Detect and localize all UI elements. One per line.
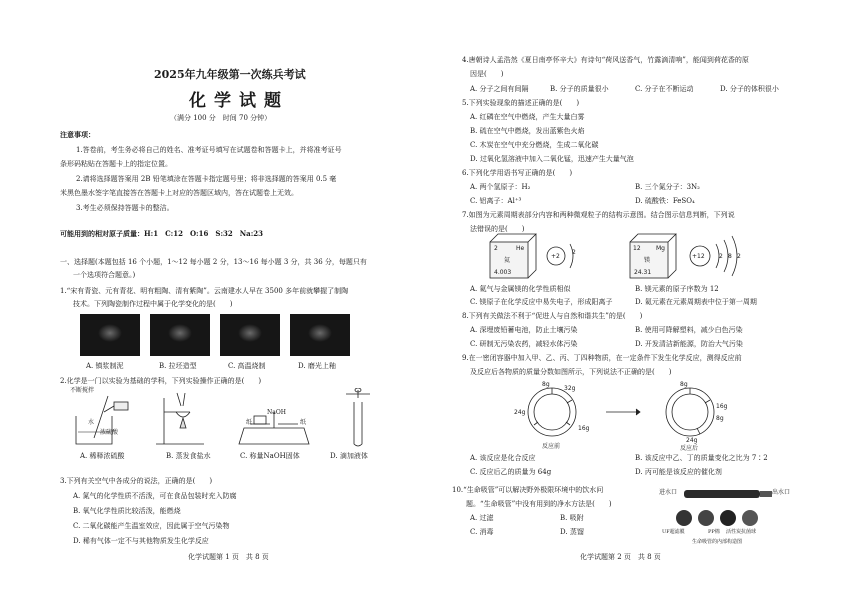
q2-apparatus-diagrams bbox=[64, 388, 394, 448]
mg-symbol: Mg bbox=[656, 245, 665, 252]
q10-option-c: C. 消毒 bbox=[470, 528, 494, 536]
question-7: 7.如图为元素周期表部分内容和两种微观粒子的结构示意图。结合图示信息判断，下列说 bbox=[462, 211, 735, 219]
q4-option-a: A. 分子之间有间隔 bbox=[470, 85, 529, 93]
q6-option-c: C. 铝离子：Al⁺³ bbox=[470, 197, 522, 205]
label-paper: 纸 bbox=[246, 419, 253, 426]
q10-option-a: A. 过滤 bbox=[470, 514, 494, 522]
label-naoh: NaOH bbox=[267, 409, 286, 416]
mg-shell-1: 2 bbox=[719, 253, 723, 260]
note-line: 1.答卷前，考生务必将自己的姓名、准考证号填写在试题卷和答题卡上，并将准考证号 bbox=[76, 146, 342, 154]
before-value-2: 32g bbox=[564, 385, 576, 392]
section-heading: 一个选项符合题意。) bbox=[73, 271, 136, 279]
label-inlet: 进水口 bbox=[659, 489, 678, 496]
mg-mass: 24.31 bbox=[634, 269, 652, 276]
question-9: 9.在一密闭容器中加入甲、乙、丙、丁四种物质，在一定条件下发生化学反应，测得反应前 bbox=[462, 354, 742, 362]
q6-option-d: D. 硫酸铁：FeSO₄ bbox=[635, 197, 695, 205]
q9-option-c: C. 反应后乙的质量为 64g bbox=[470, 468, 552, 476]
he-nucleus: +2 bbox=[551, 253, 560, 260]
question-3: 3.下列有关空气中各成分的说法，正确的是( ) bbox=[60, 477, 213, 485]
photo-firing bbox=[220, 314, 280, 356]
mg-name: 镁 bbox=[644, 257, 651, 264]
q4-option-b: B. 分子的质量很小 bbox=[550, 85, 609, 93]
note-line: 2.请将选择题答案用 2B 铅笔填涂在答题卡指定题号里；将非选择题的答案用 0.5 毫 bbox=[76, 175, 337, 183]
mg-shell-2: 8 bbox=[728, 253, 732, 260]
before-caption: 反应前 bbox=[542, 443, 561, 450]
question-10: 10.“生命吸管”可以解决野外极限环境中的饮水问 bbox=[452, 486, 604, 494]
q7-option-a: A. 氦气与金属镁的化学性质相似 bbox=[470, 285, 571, 293]
q7-option-d: D. 氦元素在元素周期表中位于第一周期 bbox=[635, 298, 757, 306]
q3-option-b: B. 氧气化学性质比较活泼，能燃烧 bbox=[73, 507, 181, 515]
question-1: 1.“宋有青瓷、元有青花、明有粗陶、清有紫陶”。云南建水人早在 3500 多年前就攀握了制陶 bbox=[60, 287, 349, 295]
label-pp: PP棉 bbox=[708, 529, 720, 535]
q6-option-b: B. 三个氮分子：3N₂ bbox=[635, 183, 700, 191]
note-line: 米黑色墨水签字笔直接答在答题卡上对应的答题区域内，答在试题卷上无效。 bbox=[60, 189, 298, 197]
label-water: 水 bbox=[88, 419, 95, 426]
question-6: 6.下列化学用语书写正确的是( ) bbox=[462, 169, 573, 177]
q7-option-b: B. 镁元素的原子序数为 12 bbox=[635, 285, 719, 293]
q6-option-a: A. 两个氢原子：H₂ bbox=[470, 183, 531, 191]
after-caption: 反应后 bbox=[680, 445, 699, 452]
q3-option-c: C. 二氧化碳能产生温室效应，因此属于空气污染物 bbox=[73, 522, 230, 530]
after-value-3: 8g bbox=[716, 415, 724, 422]
q9-mass-diagram bbox=[490, 380, 770, 452]
q9-option-a: A. 该反应是化合反应 bbox=[470, 454, 536, 462]
after-value-1: 8g bbox=[680, 381, 688, 388]
question-10: 题。“生命吸管”中没有用到的净水方法是( ) bbox=[466, 500, 612, 508]
page-footer: 化学试题第 1 页 共 8 页 bbox=[188, 553, 269, 561]
q5-option-b: B. 硫在空气中燃烧，发出蓝紫色火焰 bbox=[470, 127, 585, 135]
photo-slurry bbox=[80, 314, 140, 356]
he-shell: 2 bbox=[572, 249, 576, 256]
q4-option-c: C. 分子在不断运动 bbox=[635, 85, 694, 93]
question-2: 2.化学是一门以实验为基础的学科，下列实验操作正确的是( ) bbox=[60, 377, 262, 385]
note-line: 条形码粘贴在答题卡上的指定位置。 bbox=[60, 160, 172, 168]
before-value-4: 16g bbox=[578, 425, 590, 432]
label-carbon: 活性炭抗菌球 bbox=[726, 529, 757, 535]
q5-option-d: D. 过氧化氢溶液中加入二氧化锰，迅速产生大量气泡 bbox=[470, 155, 634, 163]
q7-element-diagram bbox=[470, 230, 770, 282]
photo-glazing bbox=[290, 314, 350, 356]
section-heading: 一、选择题(本题包括 16 个小题，1～12 每小题 2 分，13～16 每小题 3 分，共 36 分，每题只有 bbox=[60, 258, 367, 266]
after-value-4: 24g bbox=[686, 437, 698, 444]
q3-option-d: D. 稀有气体一定不与其他物质发生化学反应 bbox=[73, 537, 209, 545]
figure-caption: 生命吸管的内部构造图 bbox=[692, 539, 743, 545]
q10-option-b: B. 吸附 bbox=[560, 514, 584, 522]
question-7: 法错误的是( ) bbox=[470, 225, 525, 233]
q1-option-c: C. 高温烧制 bbox=[228, 362, 266, 370]
note-line: 3.考生必须保持答题卡的整洁。 bbox=[76, 204, 174, 212]
question-4: 4.唐朝诗人孟浩然《夏日南亭怀辛大》有诗句“荷风送香气，竹露滴清响”，能闻到荷花香的原 bbox=[462, 56, 749, 64]
he-symbol: He bbox=[516, 245, 525, 252]
before-value-3: 24g bbox=[514, 409, 526, 416]
question-5: 5.下列实验现象的描述正确的是( ) bbox=[462, 99, 580, 107]
q10-option-d: D. 蒸馏 bbox=[560, 528, 584, 536]
mg-shell-3: 2 bbox=[737, 253, 741, 260]
label-acid: 浓硫酸 bbox=[100, 429, 119, 436]
q8-option-a: A. 深埋废铅蓄电池，防止土壤污染 bbox=[470, 326, 578, 334]
q1-option-a: A. 镇浆制泥 bbox=[86, 362, 124, 370]
question-1: 技术。下列陶瓷制作过程中属于化学变化的是( ) bbox=[73, 300, 233, 308]
q9-option-d: D. 丙可能是该反应的催化剂 bbox=[635, 468, 722, 476]
q5-option-c: C. 木炭在空气中充分燃烧，生成二氧化碳 bbox=[470, 141, 599, 149]
label-uf: UF超滤膜 bbox=[662, 529, 685, 535]
score-time: （满分 100 分 时间 70 分钟） bbox=[170, 114, 272, 122]
q7-option-c: C. 镁原子在化学反应中易失电子，形成阳离子 bbox=[470, 298, 613, 306]
he-name: 氦 bbox=[504, 257, 511, 264]
q2-option-b: B. 蒸发食盐水 bbox=[166, 452, 211, 460]
mg-number: 12 bbox=[633, 245, 641, 252]
q8-option-c: C. 研制无污染农药，减轻水体污染 bbox=[470, 340, 578, 348]
label-stir: 不断搅拌 bbox=[70, 387, 95, 394]
label-outlet: 出水口 bbox=[772, 489, 791, 496]
q1-option-b: B. 拉坯造型 bbox=[159, 362, 197, 370]
q1-option-d: D. 磨光上釉 bbox=[298, 362, 336, 370]
question-8: 8.下列有关做法不利于“促进人与自然和谐共生”的是( ) bbox=[462, 312, 643, 320]
page-2 bbox=[430, 0, 860, 601]
q9-option-b: B. 该反应中乙、丁的质量变化之比为 7∶2 bbox=[635, 454, 768, 462]
he-number: 2 bbox=[494, 245, 498, 252]
q5-option-a: A. 红磷在空气中燃烧，产生大量白雾 bbox=[470, 113, 585, 121]
before-value-1: 8g bbox=[542, 381, 550, 388]
after-value-2: 16g bbox=[716, 403, 728, 410]
q8-option-b: B. 使用可降解塑料，减少白色污染 bbox=[635, 326, 743, 334]
q2-option-c: C. 称量NaOH固体 bbox=[240, 452, 300, 460]
notes-heading: 注意事项： bbox=[60, 130, 95, 139]
label-paper: 纸 bbox=[300, 419, 307, 426]
subject-title: 化学试题 bbox=[189, 91, 289, 111]
question-4: 因是( ) bbox=[470, 70, 504, 78]
atomic-masses: 可能用到的相对原子质量：H:1 C:12 O:16 S:32 Na:23 bbox=[60, 229, 264, 238]
photo-throwing bbox=[150, 314, 210, 356]
mg-nucleus: +12 bbox=[692, 253, 705, 260]
q3-option-a: A. 氮气的化学性质不活泼，可在食品包装时充入防腐 bbox=[73, 492, 237, 500]
q2-option-d: D. 滴加液体 bbox=[330, 452, 368, 460]
page-footer: 化学试题第 2 页 共 8 页 bbox=[580, 553, 661, 561]
exam-title: 2025年九年级第一次练兵考试 bbox=[154, 68, 306, 81]
q2-option-a: A. 稀释浓硫酸 bbox=[80, 452, 125, 460]
q4-option-d: D. 分子的体积很小 bbox=[720, 85, 779, 93]
he-mass: 4.003 bbox=[494, 269, 512, 276]
q8-option-d: D. 开发清洁新能源，防治大气污染 bbox=[635, 340, 743, 348]
question-9: 及反应后各物质的质量分数如图所示，下列说法不正确的是( ) bbox=[470, 368, 672, 376]
